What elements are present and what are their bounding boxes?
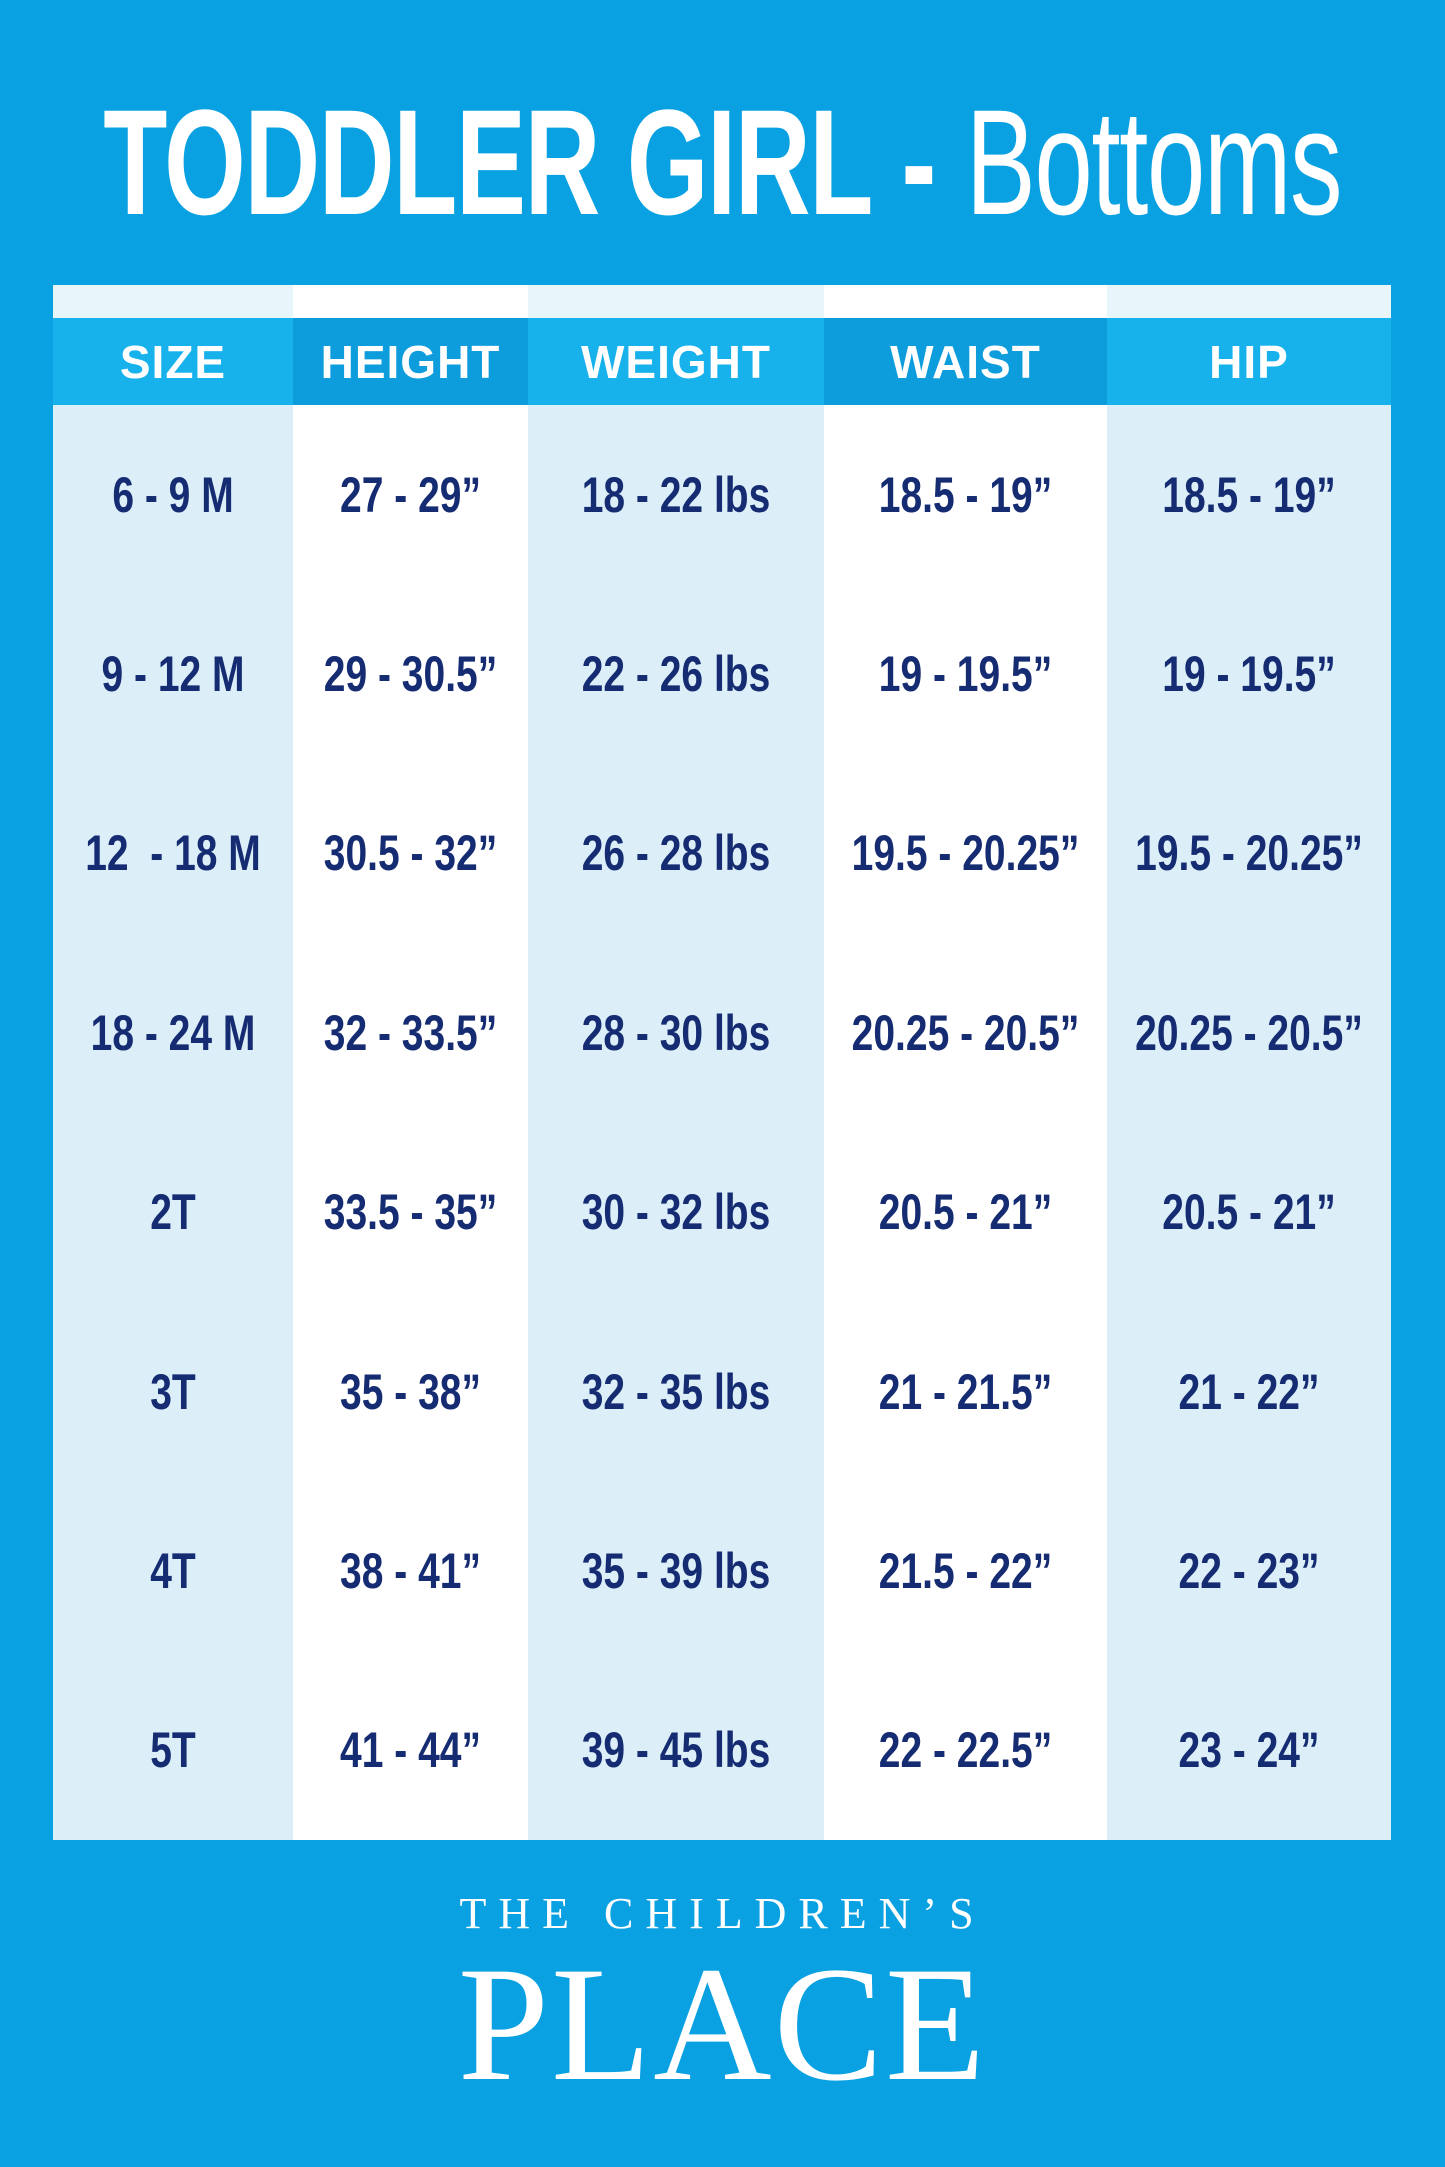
waist-row-4: 20.5 - 21” (878, 1184, 1053, 1241)
hip-row-7: 23 - 24” (1178, 1722, 1320, 1779)
waist-row-3: 20.25 - 20.5” (851, 1004, 1080, 1061)
hip-row-3: 20.25 - 20.5” (1135, 1004, 1363, 1061)
height-row-0: 27 - 29” (340, 466, 481, 523)
waist-row-7: 22 - 22.5” (878, 1722, 1053, 1779)
header-size: SIZE (53, 318, 293, 405)
height-row-3: 32 - 33.5” (323, 1004, 498, 1061)
hip-row-6: 22 - 23” (1178, 1543, 1320, 1600)
waist-row-0: 18.5 - 19” (878, 466, 1053, 523)
title-main: TODDLER GIRL (103, 78, 873, 246)
weight-row-4: 30 - 32 lbs (581, 1184, 771, 1241)
header-weight: WEIGHT (528, 318, 824, 405)
column-size-top-strip (53, 285, 293, 318)
page-title-line (103, 78, 1342, 246)
hip-row-0: 18.5 - 19” (1162, 466, 1336, 523)
hip-row-1: 19 - 19.5” (1162, 646, 1336, 703)
waist-row-2: 19.5 - 20.25” (851, 825, 1080, 882)
header-hip: HIP (1107, 318, 1391, 405)
waist-row-5: 21 - 21.5” (878, 1363, 1053, 1420)
page-title (0, 62, 1445, 262)
brand-name-top: THE CHILDREN’S (459, 1889, 986, 1938)
height-row-7: 41 - 44” (340, 1722, 481, 1779)
height-row-6: 38 - 41” (340, 1543, 481, 1600)
size-row-1: 9 - 12 M (101, 646, 245, 703)
size-row-6: 4T (150, 1543, 196, 1600)
title-subtitle: Bottoms (966, 78, 1342, 246)
brand-footer (0, 1888, 1445, 2115)
weight-row-6: 35 - 39 lbs (581, 1543, 771, 1600)
size-row-2: 12 - 18 M (85, 825, 261, 882)
height-row-5: 35 - 38” (340, 1363, 481, 1420)
header-height: HEIGHT (293, 318, 528, 405)
column-size (53, 285, 293, 1840)
weight-row-3: 28 - 30 lbs (581, 1004, 771, 1061)
weight-row-5: 32 - 35 lbs (581, 1363, 771, 1420)
column-height (293, 285, 528, 1840)
column-waist-top-strip (824, 285, 1107, 318)
weight-row-2: 26 - 28 lbs (581, 825, 771, 882)
header-waist: WAIST (824, 318, 1107, 405)
hip-row-2: 19.5 - 20.25” (1135, 825, 1363, 882)
height-row-4: 33.5 - 35” (323, 1184, 498, 1241)
weight-row-7: 39 - 45 lbs (581, 1722, 771, 1779)
column-weight-top-strip (528, 285, 824, 318)
brand-name-bottom: PLACE (457, 1933, 988, 2115)
size-row-7: 5T (150, 1722, 196, 1779)
column-weight (528, 285, 824, 1840)
height-row-2: 30.5 - 32” (323, 825, 498, 882)
weight-row-1: 22 - 26 lbs (581, 646, 771, 703)
column-waist (824, 285, 1107, 1840)
height-row-1: 29 - 30.5” (323, 646, 498, 703)
size-row-0: 6 - 9 M (112, 466, 234, 523)
size-row-4: 2T (150, 1184, 196, 1241)
waist-row-1: 19 - 19.5” (878, 646, 1053, 703)
hip-row-4: 20.5 - 21” (1162, 1184, 1336, 1241)
waist-row-6: 21.5 - 22” (878, 1543, 1053, 1600)
title-separator: - (901, 78, 937, 246)
size-row-5: 3T (150, 1363, 196, 1420)
hip-row-5: 21 - 22” (1178, 1363, 1320, 1420)
column-hip (1107, 285, 1391, 1840)
column-hip-top-strip (1107, 285, 1391, 318)
size-chart-table (53, 285, 1391, 1840)
size-row-3: 18 - 24 M (90, 1004, 256, 1061)
column-height-top-strip (293, 285, 528, 318)
weight-row-0: 18 - 22 lbs (581, 466, 771, 523)
